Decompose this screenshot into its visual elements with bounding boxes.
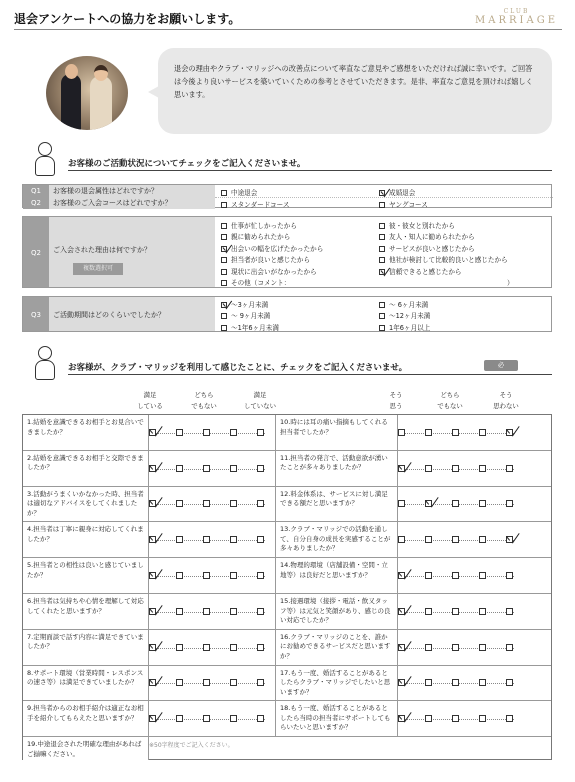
checkbox-icon[interactable] (221, 302, 227, 308)
rating-checkbox[interactable] (176, 572, 183, 579)
rating-row (275, 701, 551, 737)
scale-label: どちら でもない (437, 391, 463, 410)
brand-logo (475, 8, 558, 26)
checkbox-icon[interactable] (221, 223, 227, 229)
intro-text: 退会の理由やクラブ・マリッジへの改善点について率直なご意見やご感想をいただければ誠に幸いです。ご回答は今後より良いサービスを築いていくための参考とさせていただきます。是非、率直なご意見を頂ければ嬉しく思います。 (174, 64, 533, 99)
q3-number: Q3 (23, 297, 49, 331)
rating-checkbox[interactable] (452, 572, 459, 579)
rating-question: 6.担当者は気持ちや心情を理解して対応してくれたと思いますか？ (23, 594, 149, 629)
rating-checkbox[interactable] (176, 465, 183, 472)
rating-checkbox[interactable] (230, 679, 237, 686)
rating-checkbox[interactable] (149, 644, 156, 651)
rating-row (23, 558, 275, 594)
person-icon-female (30, 346, 60, 386)
scale-label: 満足 していない (244, 391, 276, 410)
rating-checkbox[interactable] (230, 572, 237, 579)
rating-checkbox[interactable] (398, 500, 405, 507)
rating-checkbox[interactable] (452, 679, 459, 686)
rating-checkbox[interactable] (452, 536, 459, 543)
checkbox-icon[interactable] (379, 302, 385, 308)
rating-checkbox[interactable] (149, 536, 156, 543)
rating-row (23, 415, 275, 451)
q3-option[interactable] (221, 322, 279, 332)
rating-row (275, 451, 551, 487)
q19-text: 19.中途退会された明確な理由があればご揃嘛ください。 (23, 737, 149, 760)
rating-checkbox[interactable] (479, 465, 486, 472)
rating-checkbox[interactable] (398, 644, 405, 651)
rating-row (23, 701, 275, 737)
q2-reason-option[interactable] (379, 243, 475, 253)
section1-title: お客様のご活動状況についてチェックをご記入くださいませ。 (68, 154, 552, 171)
rating-question: 5.担当者との相性は良いと感じていましたか？ (23, 558, 149, 593)
rating-question: 8.サポート環境（営業時間・レスポンスの速さ等）は満足できていましたか？ (23, 666, 149, 701)
rating-row (275, 558, 551, 594)
option-label: 友人・知人に勧められたから (389, 233, 475, 242)
rating-question: 14.物理的環境（店舗設備・空間・立地等）は良好だと思いますか？ (276, 558, 398, 593)
rating-checkbox[interactable] (398, 429, 405, 436)
checkbox-icon[interactable] (379, 223, 385, 229)
rating-checkbox[interactable] (149, 465, 156, 472)
rating-checkbox[interactable] (425, 536, 432, 543)
q2-reason-option[interactable] (379, 266, 462, 276)
q2-reason-option[interactable] (221, 243, 323, 253)
rating-checkbox[interactable] (149, 608, 156, 615)
rating-row (23, 630, 275, 666)
q2-reason-option[interactable] (221, 220, 297, 230)
photo-figure-left (61, 74, 81, 130)
rating-checkbox[interactable] (398, 715, 405, 722)
rating-checkbox[interactable] (230, 608, 237, 615)
photo-figure-right (90, 76, 112, 130)
q2-course-label: お客様のご入会コースはどれですか？ (49, 197, 215, 209)
rating-checkbox[interactable] (479, 572, 486, 579)
rating-question: 9.担当者からのお相手紹介は適正なお相手を紹介してもらえたと思いますか？ (23, 701, 149, 736)
rating-checkbox[interactable] (425, 715, 432, 722)
option-label: 現状に出会いがなかったから (231, 267, 317, 276)
rating-checkbox[interactable] (257, 679, 264, 686)
option-label: その他（コメント： (231, 279, 291, 287)
rating-checkbox[interactable] (176, 429, 183, 436)
checkbox-icon[interactable] (379, 246, 385, 252)
rating-checkbox[interactable] (425, 465, 432, 472)
rating-checkbox[interactable] (479, 500, 486, 507)
rating-checkbox[interactable] (398, 465, 405, 472)
option-label: 〜1年6ヶ月未満 (231, 323, 279, 332)
rating-row (275, 415, 551, 451)
rating-checkbox[interactable] (425, 429, 432, 436)
rating-checkbox[interactable] (398, 608, 405, 615)
rating-checkbox[interactable] (506, 572, 513, 579)
rating-checkbox[interactable] (257, 500, 264, 507)
section2-title: お客様が、クラブ・マリッジを利用して感じたことに、チェックをご記入くださいませ。 (68, 358, 552, 375)
option-label: 〜 9ヶ月未満 (231, 312, 271, 321)
rating-checkbox[interactable] (452, 465, 459, 472)
option-label: 仕事が忙しかったから (231, 222, 297, 230)
rating-question: 2.結婚を意識できるお相手と交際できましたか？ (23, 451, 149, 486)
q3-option[interactable] (221, 299, 268, 309)
rating-checkbox[interactable] (203, 429, 210, 436)
checkbox-icon[interactable] (221, 246, 227, 252)
rating-row (23, 594, 275, 630)
rating-checkbox[interactable] (176, 644, 183, 651)
rating-row (275, 487, 551, 523)
option-label: 〜 6ヶ月未満 (389, 301, 429, 309)
rating-checkbox[interactable] (506, 500, 513, 507)
rating-checkbox[interactable] (398, 536, 405, 543)
rating-question: 12.料金体系は、サービスに対し満足できる額だと思いますか？ (276, 487, 398, 522)
rating-checkbox[interactable] (176, 679, 183, 686)
rating-checkbox[interactable] (479, 429, 486, 436)
couple-photo (46, 56, 128, 130)
checkbox-icon[interactable] (379, 325, 385, 331)
rating-checkbox[interactable] (425, 608, 432, 615)
q2-reason-block (22, 216, 552, 288)
rating-question: 16.クラブ・マリッジのことを、誰かにお勧めできるサービスだと思いますか？ (276, 630, 398, 665)
scale-label: 満足 している (137, 391, 163, 410)
page-title: 退会アンケートへの協力をお願いします。 (14, 12, 241, 26)
rating-checkbox[interactable] (230, 465, 237, 472)
rating-row (23, 522, 275, 558)
photo-head-left (65, 64, 78, 79)
rating-checkbox[interactable] (479, 679, 486, 686)
rating-question: 18.もう一度、婚活することがあるとしたら当時の担当者にサポートしてもらいたいと思いますか？ (276, 701, 398, 736)
rating-checkbox[interactable] (425, 679, 432, 686)
rating-checkbox[interactable] (203, 715, 210, 722)
q3-option[interactable] (221, 310, 270, 320)
q3-option[interactable] (379, 322, 430, 332)
multi-select-note: 複数選択可 (73, 263, 123, 275)
rating-checkbox[interactable] (230, 500, 237, 507)
rating-checkbox[interactable] (506, 429, 513, 436)
rating-row (275, 594, 551, 630)
q2-course-option[interactable]: スタンダードコース (221, 199, 290, 209)
rating-question: 10.時には耳の痛い指摘もしてくれる担当者でしたか？ (276, 415, 398, 450)
rating-row (275, 630, 551, 666)
rating-question: 1.結婚を意識できるお相手とお見合いできましたか？ (23, 415, 149, 450)
q1-option[interactable]: 中途退会 (221, 187, 257, 197)
q2-reason-option[interactable] (221, 277, 290, 287)
rating-checkbox[interactable] (257, 572, 264, 579)
rating-checkbox[interactable] (203, 465, 210, 472)
rating-question: 17.もう一度、婚活することがあるとしたらクラブ・マリッジでしたいと思いますか？ (276, 666, 398, 701)
checkbox-icon[interactable] (379, 313, 385, 319)
rating-checkbox[interactable] (176, 536, 183, 543)
option-label: 親に勧められたから (231, 233, 291, 242)
rating-checkbox[interactable] (425, 572, 432, 579)
q1-row (23, 185, 551, 197)
q19-note: ※50字程度でご記入ください。 (149, 742, 234, 749)
scale-label: そう 思わない (493, 391, 519, 410)
checkbox-icon[interactable] (221, 234, 227, 240)
rating-checkbox[interactable] (506, 679, 513, 686)
scale-label: そう 思う (389, 391, 403, 410)
rating-question: 15.接遇環境（接拶・電話・飲又タッフ等）は元気と笑顔があり、感じの良い対応でしたか？ (276, 594, 398, 629)
rating-checkbox[interactable] (398, 679, 405, 686)
q2-reason-option[interactable] (221, 231, 290, 241)
q3-label: ご活動期間はどのくらいでしたか？ (49, 297, 215, 331)
rating-checkbox[interactable] (479, 644, 486, 651)
option-label: 彼・彼女と別れたから (389, 222, 455, 230)
q1-number: Q1 (23, 185, 49, 197)
rating-question: 7.定期面談で話す内容に満足できていましたか？ (23, 630, 149, 665)
rating-checkbox[interactable] (257, 644, 264, 651)
rating-checkbox[interactable] (452, 500, 459, 507)
checkbox-icon[interactable] (221, 257, 227, 263)
rating-question: 4.担当者は丁寧に親身に対応してくれましたか？ (23, 522, 149, 557)
option-label: 出会いの幅を広げたかったから (231, 244, 324, 253)
checkbox-icon[interactable] (379, 234, 385, 240)
rating-checkbox[interactable] (230, 715, 237, 722)
rating-row (23, 451, 275, 487)
rating-checkbox[interactable] (257, 608, 264, 615)
required-badge: 必 (484, 360, 518, 371)
rating-checkbox[interactable] (176, 608, 183, 615)
rating-checkbox[interactable] (452, 429, 459, 436)
rating-checkbox[interactable] (203, 500, 210, 507)
rating-checkbox[interactable] (506, 644, 513, 651)
brand-marriage: MARRIAGE (475, 15, 558, 26)
rating-checkbox[interactable] (230, 644, 237, 651)
rating-checkbox[interactable] (479, 715, 486, 722)
rating-row (23, 666, 275, 702)
rating-checkbox[interactable] (176, 715, 183, 722)
checkbox-icon[interactable] (221, 280, 227, 286)
q2-course-row (23, 197, 551, 209)
q2-reason-option[interactable] (379, 254, 508, 264)
q2-reason-option[interactable] (221, 266, 317, 276)
q2-reason-option[interactable] (221, 254, 310, 264)
rating-checkbox[interactable] (506, 465, 513, 472)
page-header (14, 8, 562, 30)
person-icon (30, 142, 60, 182)
q19-row (23, 737, 551, 760)
option-label: 担当者が良いと感じたから (231, 256, 311, 265)
q1-q2-block (22, 184, 552, 208)
option-label: 〜3ヶ月未満 (231, 301, 269, 309)
q2-reason-label: ご入会された理由は何ですか？ 複数選択可 (49, 217, 215, 287)
rating-checkbox[interactable] (506, 608, 513, 615)
rating-checkbox[interactable] (479, 608, 486, 615)
rating-checkbox[interactable] (230, 536, 237, 543)
scale-label: どちら でもない (191, 391, 217, 410)
rating-checkbox[interactable] (149, 429, 156, 436)
q1-option[interactable]: 成婚退会 (379, 187, 415, 197)
option-label: 他社が検討して比較的良いと感じたから (389, 256, 508, 265)
q3-block (22, 296, 552, 332)
rating-row (275, 666, 551, 702)
q1-label: お客様の退会属性はどれですか？ (49, 185, 215, 197)
option-label: 信頼できると感じたから (389, 267, 462, 276)
rating-checkbox[interactable] (149, 572, 156, 579)
rating-question: 11.担当者の発言で、活動意欲が湧いたことが多々ありましたか？ (276, 451, 398, 486)
option-label: サービスが良いと感じたから (389, 244, 475, 253)
rating-checkbox[interactable] (452, 608, 459, 615)
option-label: 1年6ヶ月以上 (389, 323, 431, 332)
rating-checkbox[interactable] (149, 500, 156, 507)
q2-course-number: Q2 (23, 197, 49, 209)
checkbox-icon[interactable] (221, 313, 227, 319)
rating-row (275, 522, 551, 558)
rating-checkbox[interactable] (203, 608, 210, 615)
rating-checkbox[interactable] (398, 572, 405, 579)
rating-question: 13.クラブ・マリッジでの活動を通して、自分自身の成長を実感することが多々ありましたか？ (276, 522, 398, 557)
rating-checkbox[interactable] (506, 715, 513, 722)
rating-checkbox[interactable] (257, 429, 264, 436)
rating-checkbox[interactable] (230, 429, 237, 436)
rating-checkbox[interactable] (203, 572, 210, 579)
rating-checkbox[interactable] (425, 644, 432, 651)
checkbox-icon[interactable] (221, 325, 227, 331)
rating-checkbox[interactable] (149, 715, 156, 722)
rating-checkbox[interactable] (257, 465, 264, 472)
rating-checkbox[interactable] (257, 536, 264, 543)
rating-checkbox[interactable] (479, 536, 486, 543)
q2-reason-option[interactable] (379, 220, 455, 230)
rating-checkbox[interactable] (257, 715, 264, 722)
intro-bubble (158, 48, 552, 134)
checkbox-icon[interactable] (379, 257, 385, 263)
rating-checkbox[interactable] (203, 536, 210, 543)
checkbox-icon[interactable] (379, 269, 385, 275)
rating-checkbox[interactable] (149, 679, 156, 686)
rating-checkbox[interactable] (203, 644, 210, 651)
rating-checkbox[interactable] (203, 679, 210, 686)
checkbox-icon[interactable] (221, 269, 227, 275)
q2-reason-option[interactable] (379, 231, 475, 241)
photo-head-right (94, 65, 108, 81)
rating-checkbox[interactable] (452, 644, 459, 651)
rating-question: 3.活動がうまくいかなかった時、担当者は適切なアドバイスをしてくれましたか？ (23, 487, 149, 522)
brand-club: CLUB (503, 8, 530, 15)
rating-checkbox[interactable] (176, 500, 183, 507)
q3-option[interactable] (379, 310, 430, 320)
q3-option[interactable] (379, 299, 428, 309)
comment-close: ） (507, 279, 514, 287)
rating-row (23, 487, 275, 523)
option-label: 〜12ヶ月未満 (389, 312, 431, 321)
rating-checkbox[interactable] (452, 715, 459, 722)
q2-reason-number: Q2 (23, 217, 49, 287)
rating-grid (22, 414, 552, 760)
rating-checkbox[interactable] (425, 500, 432, 507)
rating-checkbox[interactable] (506, 536, 513, 543)
q2-course-option[interactable]: ヤングコース (379, 199, 428, 209)
